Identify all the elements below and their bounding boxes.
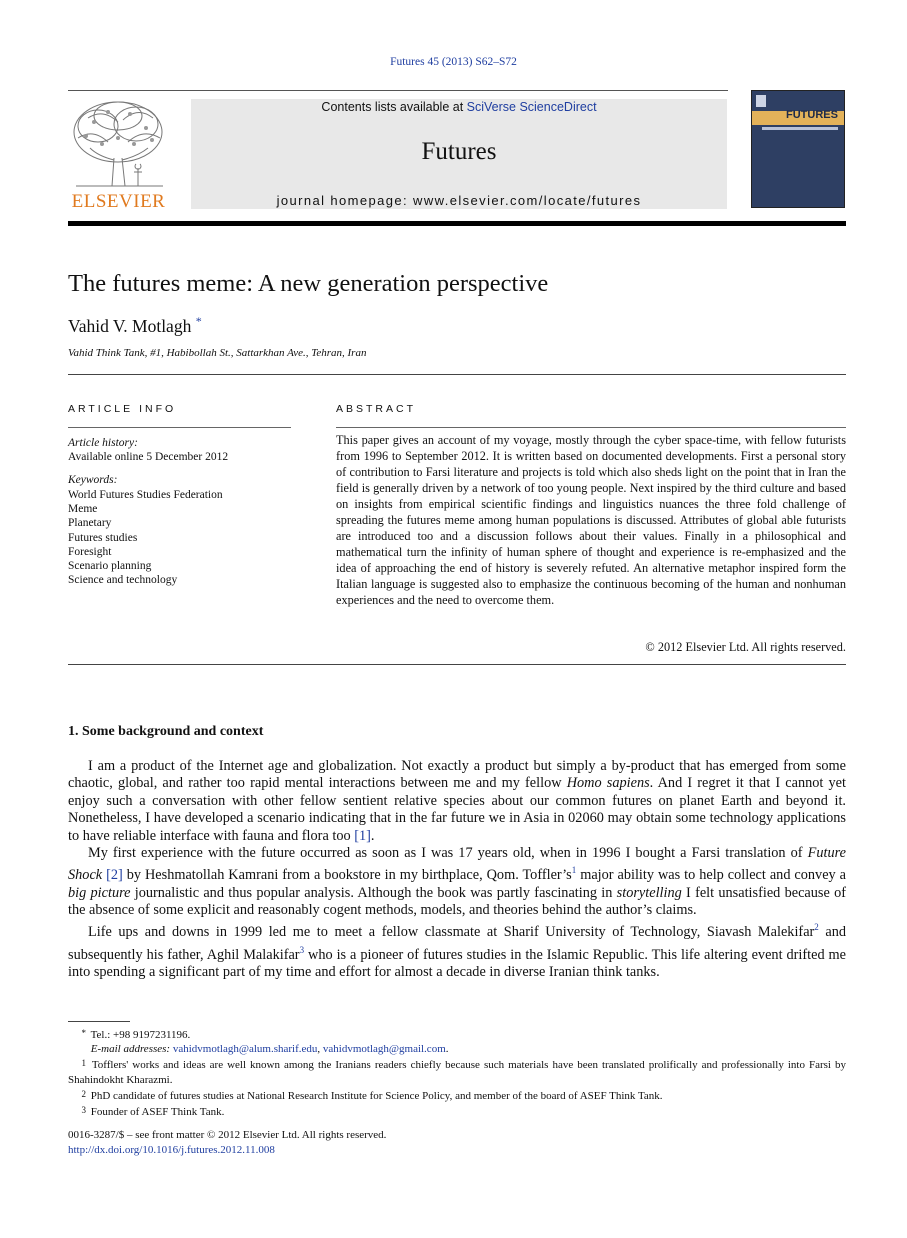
footnote-tel [68,1026,846,1042]
keyword: Science and technology [68,574,178,587]
text-emphasis: storytelling [616,884,682,901]
email-label: E-mail addresses: [90,1043,171,1056]
history-label: Article history: [68,437,138,449]
article-info-rule [68,427,291,428]
cover-title: FUTURES [786,109,838,121]
header-rule [68,90,728,91]
footnote-link[interactable]: 3 [299,944,305,955]
footnote-text: Tofflers' works and ideas are well known among the Iranians readers chiefly because such materials have been translated prolifically and professionally into Farsi by Shahindokht Kharazmi. [68,1059,846,1086]
telephone: Tel.: +98 9197231196. [90,1029,191,1041]
contents-line [191,100,727,114]
journal-title: Futures [421,138,497,165]
footnote-mark: * [81,1028,86,1038]
footnote-2 [68,1087,846,1103]
affiliation: Vahid Think Tank, #1, Habibollah St., Sattarkhan Ave., Tehran, Iran [68,347,367,359]
tree-logo-icon [68,98,169,190]
paragraph [68,758,846,845]
cover-subtitle-bar [762,127,838,130]
keyword: World Futures Studies Federation [68,489,223,501]
keyword: Meme [68,503,98,516]
email-link[interactable]: vahidvmotlagh@gmail.com [322,1043,446,1056]
front-matter-notice: 0016-3287/$ – see front matter © 2012 Elsevier Ltd. All rights reserved. [68,1129,387,1141]
section-heading: 1. Some background and context [68,724,264,739]
article-title: The futures meme: A new generation perspective [68,270,549,297]
corresponding-author-mark[interactable]: * [195,314,202,328]
footnote-mark: 1 [81,1058,86,1069]
keywords-label: Keywords: [68,474,118,486]
text-emphasis: big picture [68,884,131,901]
text-run: and subsequently his father, Aghil Malakifar [68,924,846,963]
separator: , [317,1043,323,1056]
copyright-notice: © 2012 Elsevier Ltd. All rights reserved. [645,640,846,654]
author-line [68,314,202,337]
journal-citation[interactable]: Futures 45 (2013) S62–S72 [390,56,517,68]
abstract-text: This paper gives an account of my voyage, mostly through the cyber space-time, with fellow futurists from 1996 to September 2012. It is written based on documented developments. First a personal story of contribution to Farsi literature and projects is told which also sheds light on the point that in Iran the field is generally driven by a network of too young people. Next inspired by the third culture and based on insights from empirical scientific findings and linguistics nuances the three fold challenge of spreading the futures meme among human populations is discussed. Attributes of global able futurists are introduced too and a discussion follows about their values. Finally in a philosophical and mathematical turn the infinity of human sphere of thought and experience is re-emphasized and the idea of approaching the end of history is severely refuted. An alternative metaphor inspired form the Italian language is suggested also to emphasize the continuous becoming of the human and nonhuman experiences and the need to overcome them. [336,433,846,607]
footnote-mark: 2 [81,1088,86,1099]
header-thick-rule [68,221,846,226]
elsevier-wordmark: ELSEVIER [71,191,166,212]
separator: . [445,1043,449,1056]
footnote-rule [68,1021,130,1022]
keyword: Scenario planning [68,560,152,573]
text-run: major ability was to help collect and convey a [576,867,846,884]
article-info-heading: ARTICLE INFO [68,403,177,415]
footnote-text: PhD candidate of futures studies at National Research Institute for Science Policy, and member of the board of ASEF Think Tank. [90,1089,663,1102]
sciencedirect-link[interactable]: SciVerse ScienceDirect [466,100,597,114]
paragraph [68,919,846,981]
text-run: I am a product of the Internet age and globalization. Not exactly a product but simply a by-product that has emerged from some chaotic, global, and rather too rapid mental interactions between me and my fellow [68,758,846,792]
history-value: Available online 5 December 2012 [68,451,229,463]
reference-link[interactable]: [1] [354,827,371,844]
keywords-list [68,488,223,587]
body-text [68,758,846,981]
journal-cover-image[interactable] [751,90,845,208]
text-run: who is a pioneer of futures studies in the Islamic Republic. This life altering event drifted me into spending a significant part of my time and effort for almost a decade in diverse Iranian think tanks. [68,946,846,980]
doi-link[interactable]: http://dx.doi.org/10.1016/j.futures.2012.11.008 [68,1144,275,1156]
text-emphasis: Homo sapiens [566,775,650,792]
text-run: journalistic and thus popular analysis. Although the book was partly fascinating in [130,884,617,901]
title-rule [68,374,846,375]
keyword: Foresight [68,545,112,558]
keyword: Futures studies [68,531,138,544]
text-emphasis: Future Shock [68,845,846,884]
abstract-end-rule [68,664,846,665]
footnotes [68,1026,846,1119]
keyword: Planetary [68,517,112,530]
journal-homepage[interactable]: journal homepage: www.elsevier.com/locate/futures [276,193,642,208]
contents-prefix: Contents lists available at [321,100,467,114]
footnote-link[interactable]: 1 [571,865,577,876]
footnote-link[interactable]: 2 [814,922,819,933]
footnote-mark: 3 [81,1105,86,1116]
footnote-text: Founder of ASEF Think Tank. [90,1106,225,1119]
text-run: Life ups and downs in 1999 led me to meet a fellow classmate at Sharif University of Technology, Siavash Malekifar [88,924,815,941]
footnote-1 [68,1056,846,1086]
text-run: . [370,827,375,844]
reference-link[interactable]: [2] [106,867,123,884]
text-run: My first experience with the future occurred as soon as I was 17 years old, when in 1996 I bought a Farsi translation of [88,845,808,862]
footnote-email [68,1042,846,1056]
text-run: I felt unsatisfied because of the absence of some explicit and reasonably cogent methods, models, and theories behind the author’s claims. [68,884,846,919]
abstract-rule [336,427,846,428]
paragraph [68,845,846,919]
text-run: by Heshmatollah Kamrani from a bookstore in my birthplace, Qom. Toffler’s [122,867,572,884]
footnote-3 [68,1103,846,1119]
text-run: . And I regret it that I cannot yet enjoy such a conversation with other fellow sentient relative species about our common futures on planet Earth and beyond it. Nonetheless, I have developed a scenario indicating that in the far future we in Asia in 02060 may obtain some technology applications to have reliable interface with fauna and flora too [68,775,846,844]
cover-emblem-icon [756,95,766,107]
email-link[interactable]: vahidvmotlagh@alum.sharif.edu [172,1043,318,1056]
author-name[interactable]: Vahid V. Motlagh [68,315,192,336]
abstract-heading: ABSTRACT [336,403,417,415]
